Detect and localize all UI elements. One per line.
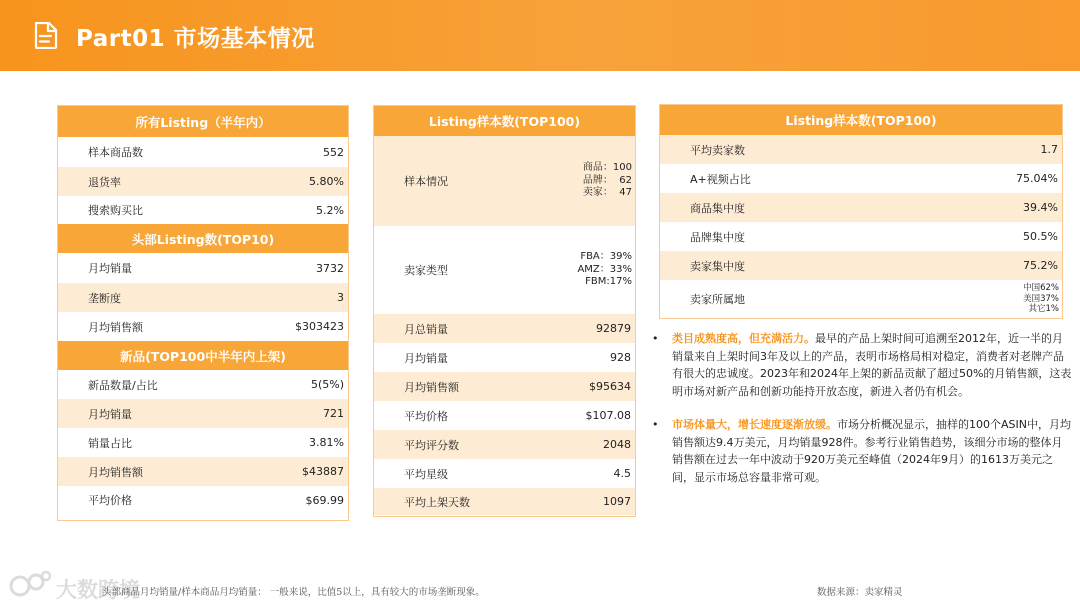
table-row: 垄断度 3 [58, 283, 348, 312]
section-header-top100-seller: Listing样本数(TOP100) [660, 105, 1062, 135]
data-source: 数据来源：卖家精灵 [817, 587, 903, 598]
table-row: 搜索购买比 5.2% [88, 203, 344, 217]
table-row: 月均销量 3732 [88, 261, 344, 275]
location-breakdown: 中国62% 美国37% 其它1% [1023, 283, 1059, 315]
table-row: 卖家集中度 75.2% [660, 251, 1062, 280]
table-row-seller-type: 卖家类型 FBA：39% AMZ：33% FBM:17% [374, 226, 635, 314]
watermark-logo: 大数跨境 [8, 568, 158, 604]
watermark-icon [8, 568, 52, 602]
table-row: 月均销售额 $95634 [374, 372, 635, 401]
header-bar [0, 0, 1080, 71]
table-row: 平均价格 $69.99 [88, 493, 344, 507]
bullet-icon: • [652, 418, 659, 431]
table-row: 平均上架天数 1097 [374, 488, 635, 515]
table-row: 平均卖家数 1.7 [660, 135, 1062, 164]
footer-note: 头部商品月均销量/样本商品月均销量： 一般来说，比值5以上，具有较大的市场垄断现象。 [102, 587, 485, 598]
section-header-top100: Listing样本数(TOP100) [374, 106, 635, 136]
document-icon [33, 22, 59, 49]
all-listing-table [57, 105, 349, 521]
table-row: 样本商品数 552 [88, 145, 344, 159]
table-row-sample: 样本情况 商品：100 品牌： 62 卖家： 47 [374, 136, 635, 226]
section-header-new-products: 新品(TOP100中半年内上架) [58, 341, 348, 370]
seller-type-breakdown: FBA：39% AMZ：33% FBM:17% [577, 251, 632, 288]
table-row: 月均销量 721 [58, 399, 348, 428]
table-row: 退货率 5.80% [58, 167, 348, 196]
table-row: 平均价格 $107.08 [404, 409, 631, 423]
section-header-top10: 头部Listing数(TOP10) [58, 224, 348, 253]
insight-list [652, 330, 1072, 502]
table-row: A+视频占比 75.04% [690, 172, 1058, 186]
list-item: • 市场体量大，增长速度逐渐放缓。市场分析概况显示，抽样的100个ASIN中，月均销售额达9.4万美元，月均销量928件。参考行业销售趋势，该细分市场的整体月销售额在过去一年中波动于920万美元至峰值（2024年9月）的1613万美元之间，显示市场总容量非常可观。 [652, 416, 1072, 486]
table-row: 销量占比 3.81% [88, 436, 344, 450]
table-row: 平均评分数 2048 [374, 430, 635, 459]
table-row-location: 卖家所属地 中国62% 美国37% 其它1% [660, 280, 1062, 318]
list-item: • 类目成熟度高，但充满活力。最早的产品上架时间可追溯至2012年，近一半的月销量来自上架时间3年及以上的产品，表明市场格局相对稳定，消费者对老牌产品有很大的忠诚度。2023年和2024年上架的新品贡献了超过50%的月销售额，这表明市场对新产品和创新功能持开放态度，新进入者仍有机会。 [652, 330, 1072, 400]
top100-seller-table [659, 104, 1063, 319]
table-row: 月均销量 928 [404, 351, 631, 365]
sample-breakdown: 商品：100 品牌： 62 卖家： 47 [582, 162, 632, 199]
top100-sample-table [373, 105, 636, 517]
table-row: 品牌集中度 50.5% [690, 230, 1058, 244]
table-row: 月总销量 92879 [374, 314, 635, 343]
table-row: 平均星级 4.5 [404, 467, 631, 481]
table-row: 新品数量/占比 5(5%) [88, 378, 344, 392]
section-header-all-listing: 所有Listing（半年内） [58, 106, 348, 137]
page-title: Part01 市场基本情况 [76, 26, 315, 52]
table-row: 月均销售额 $43887 [58, 457, 348, 486]
bullet-icon: • [652, 332, 659, 345]
table-row: 月均销售额 $303423 [88, 320, 344, 334]
table-row: 商品集中度 39.4% [660, 193, 1062, 222]
